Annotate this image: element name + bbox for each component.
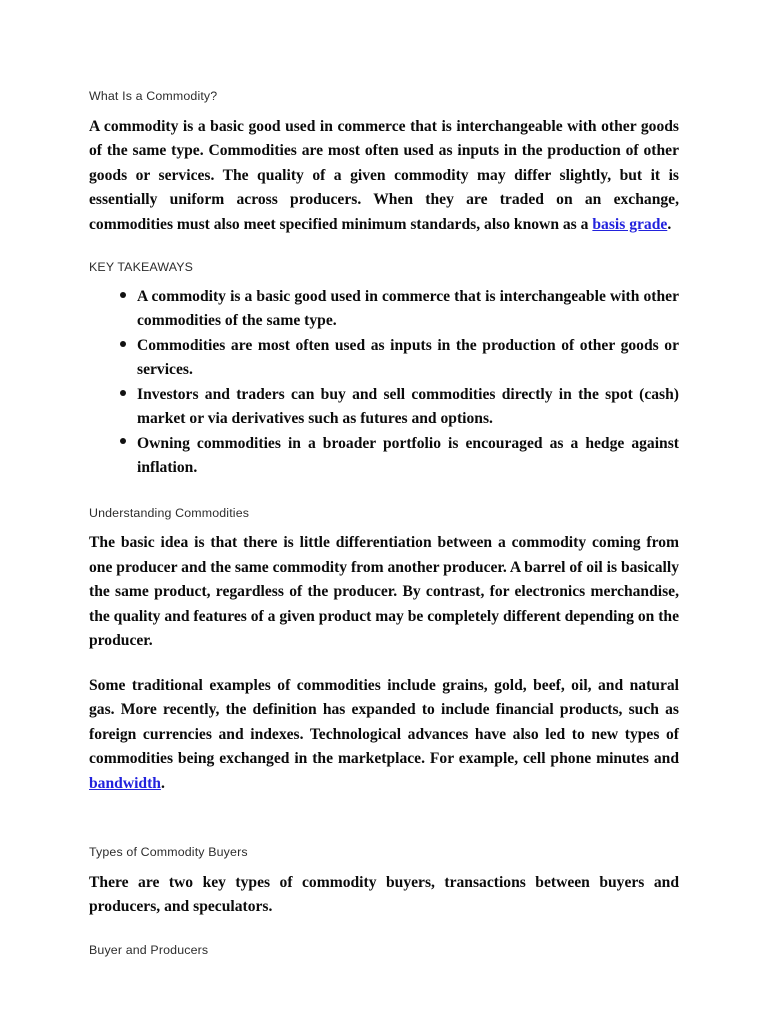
heading-types-of-commodity-buyers: Types of Commodity Buyers [89, 844, 248, 859]
spacer [89, 861, 679, 871]
paragraph-understanding-commodities-1: The basic idea is that there is little differentiation between a commodity coming from one producer and the same commodity from another producer. A barrel of oil is basically the same product, regardless of the producer. By contrast, for electronics merchandise, the quality and features of a given product may be completely different depending on the producer. [89, 534, 679, 650]
paragraph-understanding-commodities-2 [89, 674, 679, 796]
list-item [89, 432, 679, 481]
bullet-icon [120, 341, 126, 347]
paragraph-types-of-commodity-buyers: There are two key types of commodity buyers, transactions between buyers and producers, and speculators. [89, 873, 679, 916]
spacer [89, 920, 679, 942]
bullet-icon [120, 438, 126, 444]
document-content [89, 88, 679, 958]
heading-understanding-commodities: Understanding Commodities [89, 505, 250, 520]
paragraph-text-before-link: Some traditional examples of commodities include grains, gold, beef, oil, and natural gas. More recently, the definition has expanded to include financial products, such as foreign currencies and indexes. Technological advances have also led to new types of commodities being exchanged in the marketplace. For example, cell phone minutes and [89, 676, 679, 768]
paragraph-text-before-link: A commodity is a basic good used in commerce that is interchangeable with other goods of the same type. Commodities are most often used as inputs in the production of other goods or services. The quality of a given commodity may differ slightly, but it is essentially uniform across producers. When they are traded on an exchange, commodities must also meet specified minimum standards, also known as a [89, 117, 679, 233]
bullet-icon [120, 292, 126, 298]
paragraph-what-is-a-commodity [89, 115, 679, 237]
spacer [89, 796, 679, 844]
spacer [89, 654, 679, 674]
list-item-label: Owning commodities in a broader portfolio is encouraged as a hedge against inflation. [137, 434, 679, 477]
heading-key-takeaways: KEY TAKEAWAYS [89, 260, 194, 275]
spacer [89, 521, 679, 531]
list-item-label: Commodities are most often used as inputs in the production of other goods or services. [137, 336, 679, 379]
heading-buyer-and-producers: Buyer and Producers [89, 942, 209, 957]
list-item-label: A commodity is a basic good used in commerce that is interchangeable with other commodities of the same type. [137, 287, 679, 330]
key-takeaways-list [89, 285, 679, 481]
list-item-label: Investors and traders can buy and sell commodities directly in the spot (cash) market or via derivatives such as futures and options. [137, 385, 679, 428]
heading-what-is-a-commodity: What Is a Commodity? [89, 89, 218, 103]
list-item [89, 285, 679, 334]
spacer [89, 481, 679, 505]
paragraph-text-after-link: . [160, 774, 165, 792]
bullet-icon [120, 390, 126, 396]
link-bandwidth[interactable]: bandwidth [89, 774, 161, 792]
link-basis-grade[interactable]: basis grade [592, 215, 668, 233]
paragraph-text-after-link: . [667, 215, 672, 233]
list-item [89, 383, 679, 432]
list-item [89, 334, 679, 383]
spacer [89, 276, 679, 285]
spacer [89, 105, 679, 115]
spacer [89, 237, 679, 259]
